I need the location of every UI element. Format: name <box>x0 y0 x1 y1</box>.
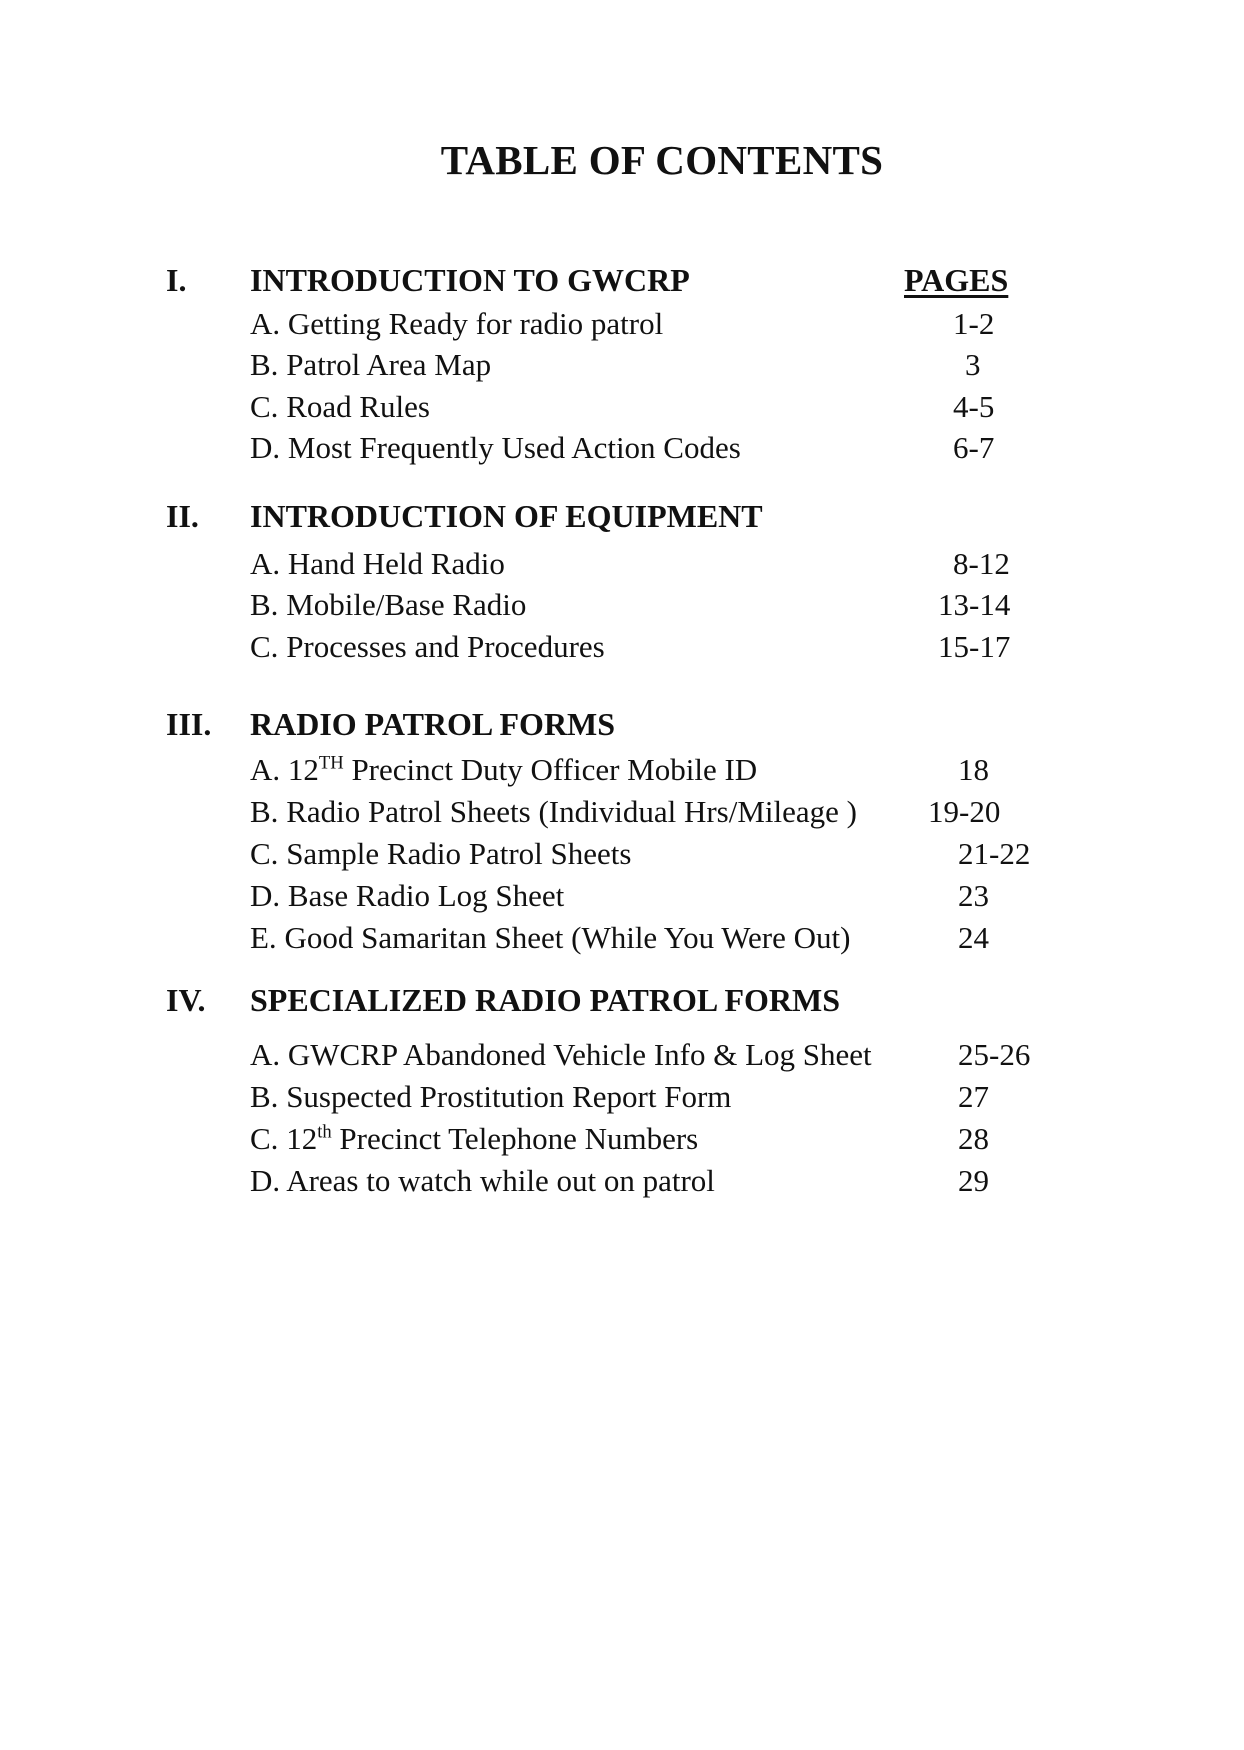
toc-entry-pages: 23 <box>958 878 989 913</box>
toc-entry-label: D. Most Frequently Used Action Codes <box>250 430 741 465</box>
toc-entry-label: B. Radio Patrol Sheets (Individual Hrs/Mileage ) <box>250 794 857 829</box>
toc-entry-label: A. 12TH Precinct Duty Officer Mobile ID <box>250 752 758 787</box>
toc-entry-pages: 18 <box>958 752 989 787</box>
section-title: RADIO PATROL FORMS <box>250 706 616 742</box>
toc-entry-label: C. Processes and Procedures <box>250 629 605 664</box>
toc-entry-pages: 15-17 <box>938 629 1011 664</box>
toc-entry-pages: 6-7 <box>953 430 995 465</box>
toc-entry-pages: 29 <box>958 1163 989 1198</box>
toc-entry-pages: 13-14 <box>938 587 1011 622</box>
toc-entry-label: B. Patrol Area Map <box>250 347 492 382</box>
pages-column-heading: PAGES <box>904 262 1009 298</box>
ordinal-superscript: TH <box>318 752 344 774</box>
toc-entry-pages: 21-22 <box>958 836 1031 871</box>
toc-entry-label: C. Sample Radio Patrol Sheets <box>250 836 632 871</box>
toc-entry-pages: 4-5 <box>953 389 995 424</box>
document-title: TABLE OF CONTENTS <box>440 137 884 183</box>
toc-entry-label: C. 12th Precinct Telephone Numbers <box>250 1121 699 1156</box>
toc-entry-label: A. Hand Held Radio <box>250 546 505 581</box>
section-title: INTRODUCTION TO GWCRP <box>250 262 690 298</box>
ordinal-superscript: th <box>317 1121 332 1143</box>
toc-entry-pages: 24 <box>958 920 989 955</box>
toc-entry-label: D. Areas to watch while out on patrol <box>250 1163 715 1198</box>
toc-entry-label: D. Base Radio Log Sheet <box>250 878 565 913</box>
toc-entry-label: E. Good Samaritan Sheet (While You Were Out) <box>250 920 851 955</box>
toc-entry-label: B. Suspected Prostitution Report Form <box>250 1079 732 1114</box>
toc-entry-pages: 25-26 <box>958 1037 1031 1072</box>
toc-entry-label: A. Getting Ready for radio patrol <box>250 306 664 341</box>
toc-entry-label: B. Mobile/Base Radio <box>250 587 527 622</box>
section-title: INTRODUCTION OF EQUIPMENT <box>250 498 763 534</box>
section-numeral: I. <box>166 262 187 298</box>
section-numeral: IV. <box>166 982 206 1018</box>
toc-entry-pages: 28 <box>958 1121 989 1156</box>
toc-entry-label: C. Road Rules <box>250 389 430 424</box>
section-numeral: III. <box>166 706 212 742</box>
section-title: SPECIALIZED RADIO PATROL FORMS <box>250 982 840 1018</box>
toc-entry-pages: 1-2 <box>953 306 995 341</box>
toc-entry-label: A. GWCRP Abandoned Vehicle Info & Log Sheet <box>250 1037 872 1072</box>
toc-entry-pages: 8-12 <box>953 546 1010 581</box>
toc-entry-pages: 19-20 <box>928 794 1001 829</box>
toc-entry-pages: 27 <box>958 1079 989 1114</box>
section-numeral: II. <box>166 498 199 534</box>
toc-entry-pages: 3 <box>965 347 981 382</box>
